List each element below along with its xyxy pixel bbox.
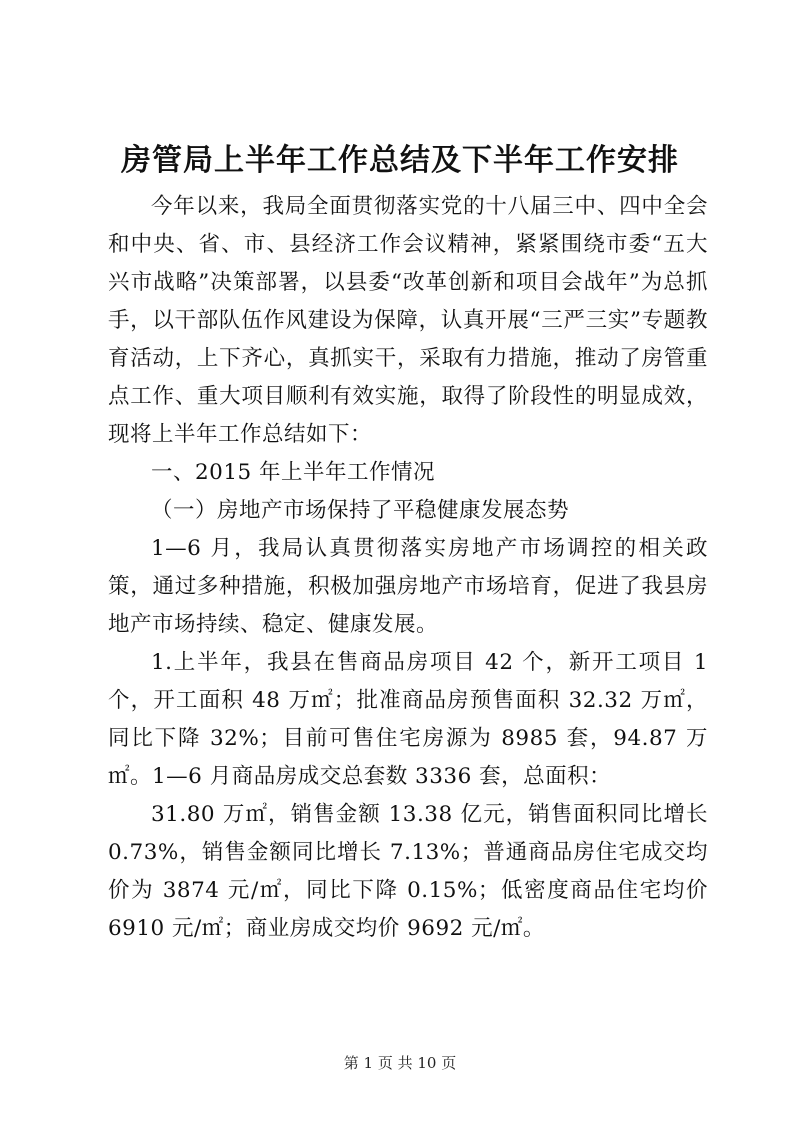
document-title: 房管局上半年工作总结及下半年工作安排	[121, 143, 679, 178]
section-heading: 一、2015 年上半年工作情况	[151, 460, 436, 485]
statistics-paragraph-2: 31.80 万㎡，销售金额 13.38 亿元，销售面积同比增长 0.73%，销售金额同比增长 7.13%；普通商品房住宅成交均价为 3874 元/㎡，同比下降 0.15%；低密度商品住宅均价 6910 元/㎡；商业房成交均价 9692 元/㎡。	[108, 802, 708, 941]
market-policy-paragraph: 1—6 月，我局认真贯彻落实房地产市场调控的相关政策，通过多种措施，积极加强房地产市场培育，促进了我县房地产市场持续、稳定、健康发展。	[108, 536, 708, 637]
page-number-footer: 第 1 页 共 10 页	[343, 1054, 457, 1072]
subsection-heading: （一）房地产市场保持了平稳健康发展态势	[151, 498, 570, 523]
statistics-paragraph-1: 1.上半年，我县在售商品房项目 42 个，新开工项目 1 个，开工面积 48 万㎡；批准商品房预售面积 32.32 万㎡，同比下降 32%；目前可售住宅房源为 8985 套，94.87 万㎡。1—6 月商品房成交总套数 3336 套，总面积：	[108, 650, 708, 789]
document-body	[108, 188, 708, 948]
intro-paragraph: 今年以来，我局全面贯彻落实党的十八届三中、四中全会和中央、省、市、县经济工作会议精神，紧紧围绕市委“五大兴市战略”决策部署，以县委“改革创新和项目会战年”为总抓手，以干部队伍作风建设为保障，认真开展“三严三实”专题教育活动，上下齐心，真抓实干，采取有力措施，推动了房管重点工作、重大项目顺利有效实施，取得了阶段性的明显成效，现将上半年工作总结如下：	[108, 194, 708, 447]
